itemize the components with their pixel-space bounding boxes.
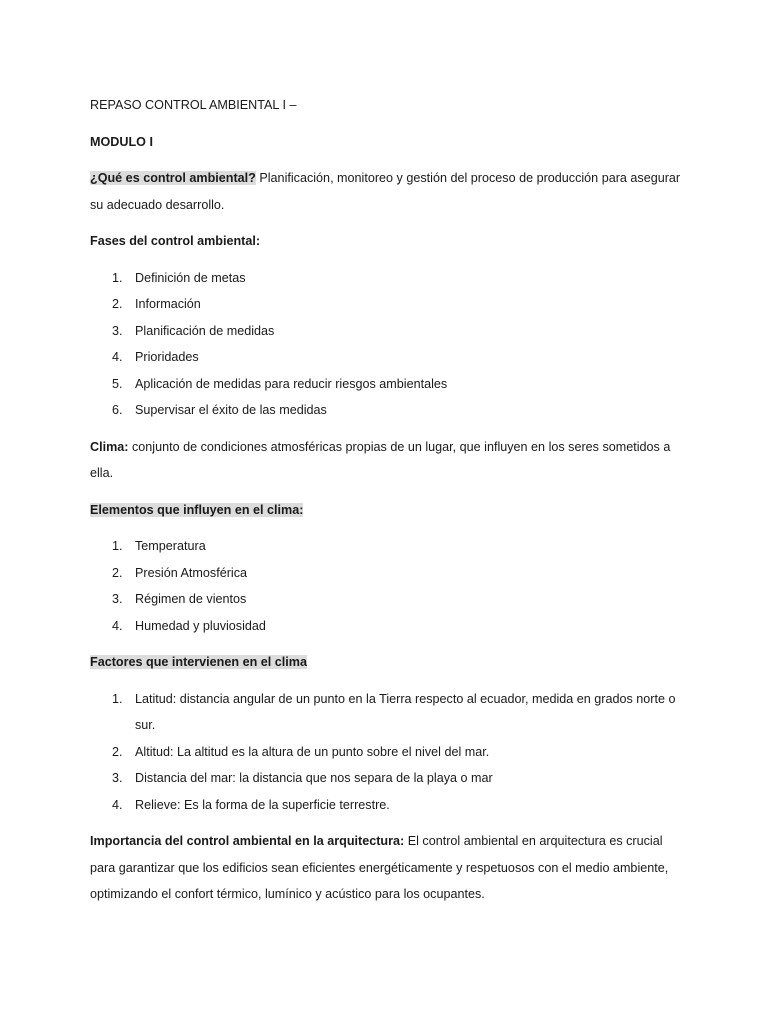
module-heading: MODULO I xyxy=(90,134,153,149)
list-item: 3. Régimen de vientos xyxy=(112,592,247,606)
factors-list xyxy=(90,686,690,819)
list-item: 6. Supervisar el éxito de las medidas xyxy=(112,403,327,417)
phases-heading: Fases del control ambiental: xyxy=(90,234,261,248)
list-item: 1. Definición de metas xyxy=(112,270,246,285)
document-page xyxy=(90,92,690,918)
elements-heading-line xyxy=(90,497,690,524)
clima-paragraph xyxy=(90,434,690,487)
list-item: 5. Aplicación de medidas para reducir riesgos ambientales xyxy=(112,376,448,391)
importance-paragraph xyxy=(90,828,690,908)
list-item: 4. Relieve: Es la forma de la superficie terrestre. xyxy=(112,797,390,812)
phases-list xyxy=(90,265,690,424)
list-item: 2. Presión Atmosférica xyxy=(112,565,247,580)
list-item: 3. Distancia del mar: la distancia que nos separa de la playa o mar xyxy=(112,771,493,785)
list-item: 3. Planificación de medidas xyxy=(112,323,275,338)
elements-heading: Elementos que influyen en el clima: xyxy=(90,502,304,517)
clima-term: Clima: xyxy=(90,439,129,454)
list-item: 1. Latitud: distancia angular de un punto en la Tierra respecto al ecuador, medida en grados norte o sur. xyxy=(112,691,676,732)
list-item: 1. Temperatura xyxy=(112,539,206,553)
document-title: REPASO CONTROL AMBIENTAL I – xyxy=(90,98,297,112)
list-item: 2. Altitud: La altitud es la altura de un punto sobre el nivel del mar. xyxy=(112,744,490,759)
list-item: 4. Humedad y pluviosidad xyxy=(112,618,266,633)
definition-term: ¿Qué es control ambiental? xyxy=(90,171,256,185)
definition-paragraph xyxy=(90,165,690,218)
clima-text: conjunto de condiciones atmosféricas propias de un lugar, que influyen en los seres sometidos a ella. xyxy=(90,439,671,480)
importance-text: El control ambiental en arquitectura es crucial para garantizar que los edificios sean eficientes energéticamente y respetuosos con el medio ambiente, optimizando el confort térmico, lumínico y acústico para los ocupantes. xyxy=(90,834,669,901)
elements-list xyxy=(90,533,690,639)
importance-term: Importancia del control ambiental en la arquitectura: xyxy=(90,834,405,848)
factors-heading: Factores que intervienen en el clima xyxy=(90,655,307,669)
definition-text: Planificación, monitoreo y gestión del proceso de producción para asegurar su adecuado desarrollo. xyxy=(90,171,681,212)
factors-heading-line xyxy=(90,649,690,676)
list-item: 2. Información xyxy=(112,297,201,311)
list-item: 4. Prioridades xyxy=(112,350,199,364)
